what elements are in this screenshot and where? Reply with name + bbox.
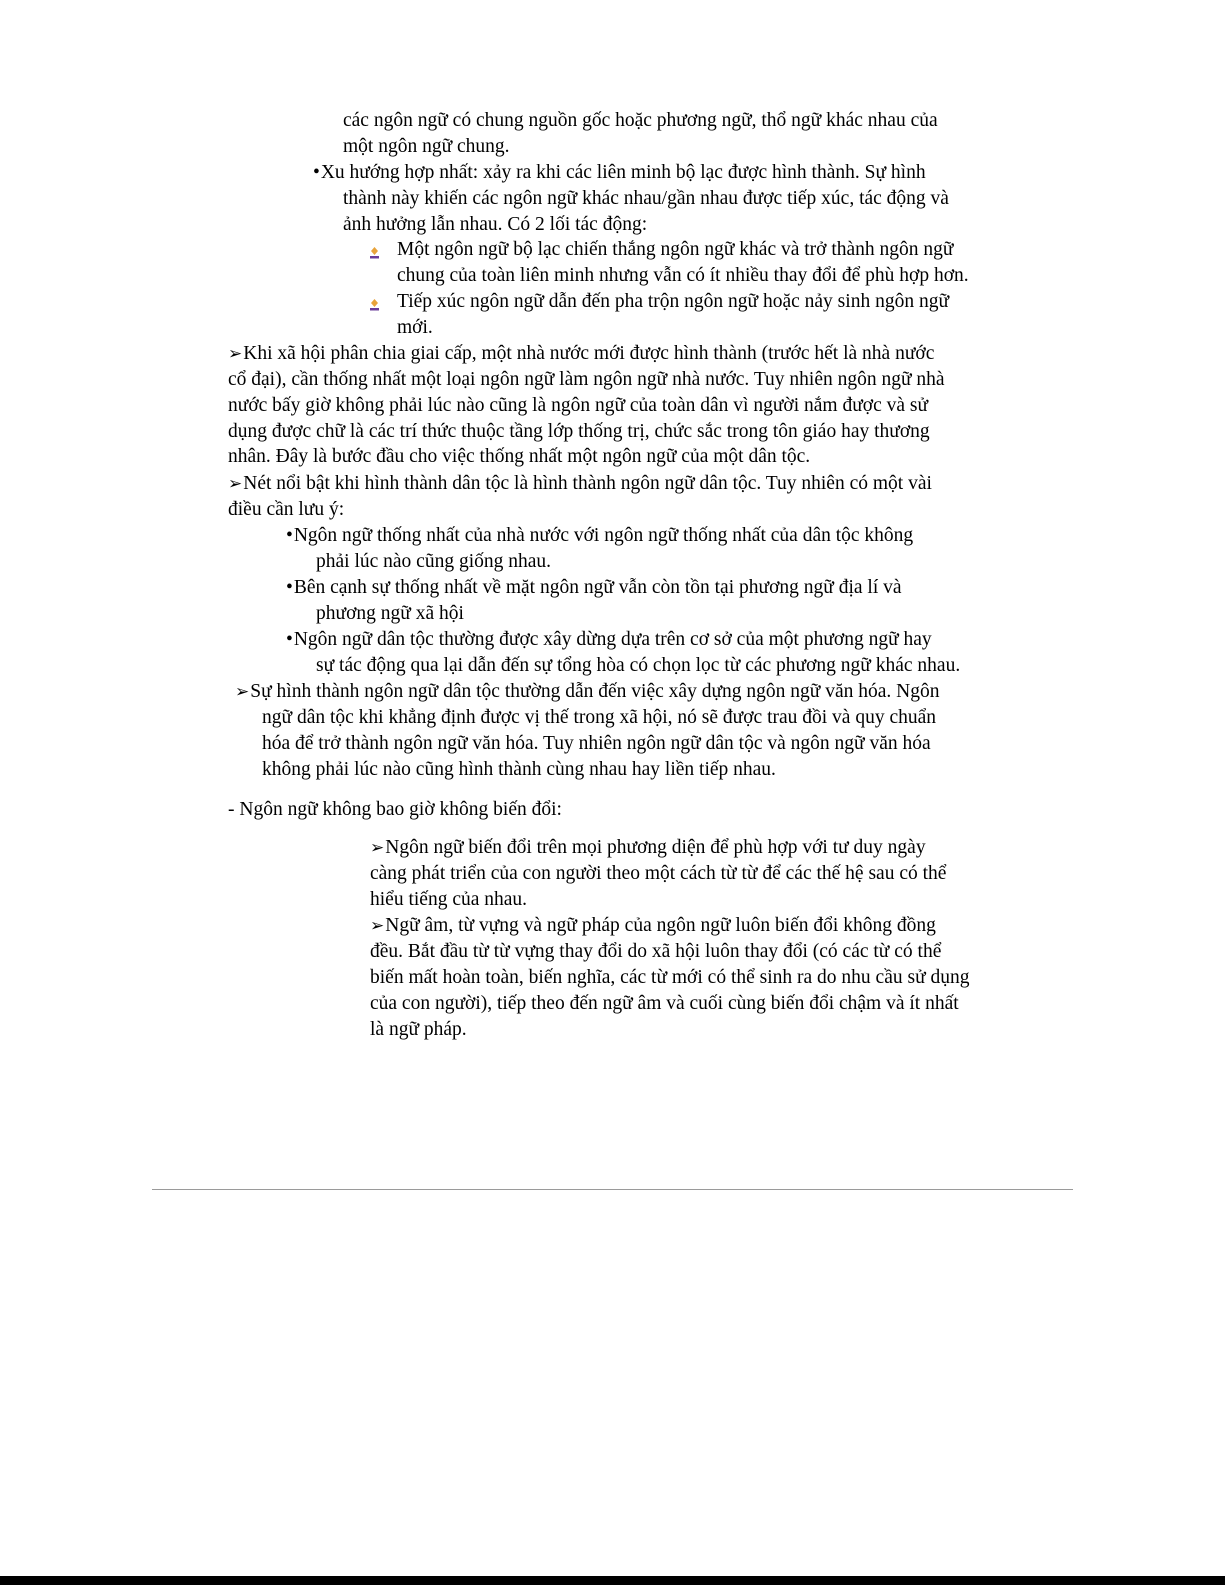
text-line: cổ đại), cần thống nhất một loại ngôn ngữ làm ngôn ngữ nhà nước. Tuy nhiên ngôn ngữ nhà [228, 369, 945, 390]
text-line: biến mất hoàn toàn, biến nghĩa, các từ mới có thể sinh ra do nhu cầu sử dụng [370, 967, 970, 988]
text-line: một ngôn ngữ chung. [343, 136, 510, 157]
text-line: phải lúc nào cũng giống nhau. [316, 551, 552, 572]
text-line: •Ngôn ngữ thống nhất của nhà nước với ngôn ngữ thống nhất của dân tộc không [286, 523, 913, 549]
text-line: chung của toàn liên minh nhưng vẫn có ít nhiều thay đổi để phù hợp hơn. [397, 265, 969, 286]
text-line: •Bên cạnh sự thống nhất về mặt ngôn ngữ vẫn còn tồn tại phương ngữ địa lí và [286, 575, 902, 601]
text-line: nhân. Đây là bước đầu cho việc thống nhất một ngôn ngữ của một dân tộc. [228, 446, 811, 467]
text-line: nước bấy giờ không phải lúc nào cũng là ngôn ngữ của toàn dân vì người nắm được và sử [228, 395, 929, 416]
bullet-tick-icon [369, 246, 380, 260]
section-heading: - Ngôn ngữ không bao giờ không biến đổi: [228, 799, 562, 820]
arrow-bullet-icon: ➢ [370, 838, 385, 858]
arrow-bullet-icon: ➢ [235, 682, 250, 702]
text-line: càng phát triển của con người theo một cách từ từ để các thế hệ sau có thể [370, 863, 947, 884]
text-line: sự tác động qua lại dẫn đến sự tổng hòa có chọn lọc từ các phương ngữ khác nhau. [316, 655, 961, 676]
text-line: không phải lúc nào cũng hình thành cùng nhau hay liền tiếp nhau. [262, 759, 776, 780]
arrow-bullet-icon: ➢ [370, 916, 385, 936]
text-line: thành này khiến các ngôn ngữ khác nhau/gần nhau được tiếp xúc, tác động và [343, 188, 949, 209]
bullet-dot-icon: • [286, 577, 293, 598]
text-line: Một ngôn ngữ bộ lạc chiến thắng ngôn ngữ khác và trở thành ngôn ngữ [397, 239, 954, 260]
arrow-bullet-icon: ➢ [228, 474, 243, 494]
bullet-dot-icon: • [286, 629, 293, 650]
text-line: •Xu hướng hợp nhất: xảy ra khi các liên minh bộ lạc được hình thành. Sự hình [313, 160, 926, 186]
text-line: hóa để trở thành ngôn ngữ văn hóa. Tuy nhiên ngôn ngữ dân tộc và ngôn ngữ văn hóa [262, 733, 931, 754]
text-line: dụng được chữ là các trí thức thuộc tầng lớp thống trị, chức sắc trong tôn giáo hay thương [228, 421, 930, 442]
text-line: ảnh hưởng lẫn nhau. Có 2 lối tác động: [343, 214, 648, 235]
text-line: ➢Ngôn ngữ biến đổi trên mọi phương diện để phù hợp với tư duy ngày [370, 835, 926, 861]
text-line: các ngôn ngữ có chung nguồn gốc hoặc phương ngữ, thổ ngữ khác nhau của [343, 110, 938, 131]
text-line: ➢Ngữ âm, từ vựng và ngữ pháp của ngôn ngữ luôn biến đổi không đồng [370, 913, 936, 939]
text-line: Tiếp xúc ngôn ngữ dẫn đến pha trộn ngôn ngữ hoặc nảy sinh ngôn ngữ [397, 291, 950, 312]
bullet-dot-icon: • [286, 525, 293, 546]
text-line: điều cần lưu ý: [228, 499, 345, 520]
text-line: ngữ dân tộc khi khẳng định được vị thế trong xã hội, nó sẽ được trau đồi và quy chuẩn [262, 707, 937, 728]
text-line: phương ngữ xã hội [316, 603, 464, 624]
text-line: mới. [397, 317, 433, 338]
bullet-dot-icon: • [313, 162, 320, 183]
text-line: ➢Sự hình thành ngôn ngữ dân tộc thường dẫn đến việc xây dựng ngôn ngữ văn hóa. Ngôn [235, 679, 939, 705]
page-divider [152, 1189, 1073, 1190]
text-line: •Ngôn ngữ dân tộc thường được xây dừng dựa trên cơ sở của một phương ngữ hay [286, 627, 932, 653]
text-line: đều. Bắt đầu từ từ vựng thay đổi do xã hội luôn thay đổi (có các từ có thể [370, 941, 942, 962]
text-line: ➢Khi xã hội phân chia giai cấp, một nhà nước mới được hình thành (trước hết là nhà nước [228, 341, 934, 367]
text-line: hiểu tiếng của nhau. [370, 889, 528, 910]
bottom-edge-bar [0, 1576, 1225, 1585]
text-line: của con người), tiếp theo đến ngữ âm và cuối cùng biến đổi chậm và ít nhất [370, 993, 959, 1014]
text-line: ➢Nét nổi bật khi hình thành dân tộc là hình thành ngôn ngữ dân tộc. Tuy nhiên có một vài [228, 471, 932, 497]
arrow-bullet-icon: ➢ [228, 344, 243, 364]
text-line: là ngữ pháp. [370, 1019, 467, 1040]
bullet-tick-icon [369, 298, 380, 312]
